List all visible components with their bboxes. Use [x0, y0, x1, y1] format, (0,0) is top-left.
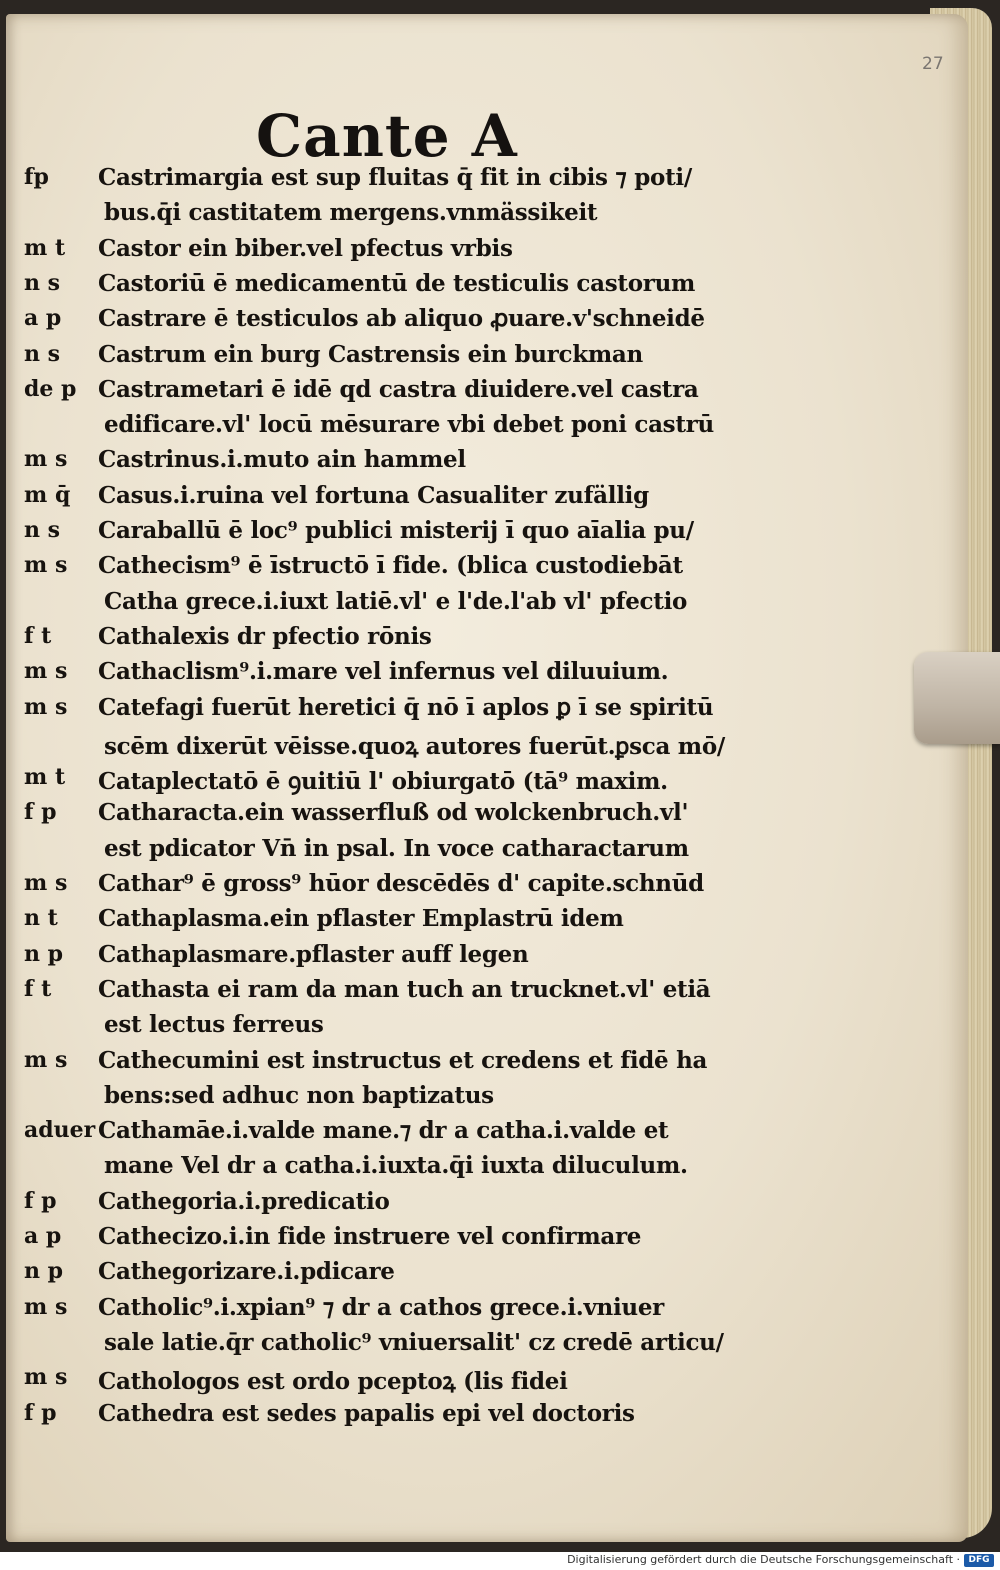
- grammar-abbreviation: m s: [24, 552, 68, 579]
- entry-text: Castoriū ē medicamentū de testiculis castorum: [98, 269, 696, 297]
- grammar-abbreviation: m s: [24, 693, 68, 720]
- entry-line: [6, 588, 936, 622]
- grammar-abbreviation: aduer: [24, 1117, 96, 1144]
- grammar-abbreviation: m s: [24, 1364, 68, 1391]
- entry-line: [6, 1011, 936, 1045]
- entry-line: [6, 905, 936, 939]
- entry-text: Catholic⁹.i.xpian⁹ ⁊ dr a cathos grece.i.vniuer: [98, 1293, 664, 1321]
- grammar-abbreviation: n p: [24, 1258, 64, 1285]
- entry-text: Cathaplasma.ein pflaster Emplastrū idem: [98, 905, 624, 933]
- entry-text: Castrametari ē idē qd castra diuidere.vel castra: [98, 375, 699, 403]
- entry-text: Cataplectatō ē ꝯuitiū l' obiurgatō (tā⁹ maxim.: [98, 768, 668, 796]
- entry-line: [6, 376, 936, 410]
- entry-line: [6, 1223, 936, 1257]
- grammar-abbreviation: f t: [24, 622, 52, 649]
- entry-line: [6, 1152, 936, 1186]
- entry-line: [6, 517, 936, 551]
- entry-line: [6, 799, 936, 833]
- entry-line: [6, 482, 936, 516]
- grammar-abbreviation: m t: [24, 764, 66, 791]
- entry-line: [6, 976, 936, 1010]
- grammar-abbreviation: m s: [24, 446, 68, 473]
- grammar-abbreviation: n s: [24, 340, 61, 367]
- grammar-abbreviation: f t: [24, 975, 52, 1002]
- entry-text: Castrare ē testiculos ab aliquo ꝓuare.v'schneidē: [98, 305, 705, 333]
- entry-continuation: est pdicator Vn̄ in psal. In voce catharactarum: [104, 834, 689, 862]
- entry-line: [6, 1047, 936, 1081]
- entry-text: Castrum ein burg Castrensis ein burckman: [98, 340, 643, 368]
- grammar-abbreviation: m q̄: [24, 481, 71, 508]
- entry-text: Cathecizo.i.in fide instruere vel confirmare: [98, 1223, 642, 1250]
- entry-line: [6, 623, 936, 657]
- grammar-abbreviation: m t: [24, 234, 66, 261]
- grammar-abbreviation: n t: [24, 905, 58, 932]
- entry-line: [6, 764, 936, 798]
- entry-continuation: est lectus ferreus: [104, 1011, 324, 1039]
- entry-line: [6, 270, 936, 304]
- entry-continuation: bens:sed adhuc non baptizatus: [104, 1081, 494, 1109]
- entry-text: Cathedra est sedes papalis epi vel doctoris: [98, 1399, 635, 1427]
- entry-continuation: bus.q̄i castitatem mergens.vnmässikeit: [104, 199, 598, 227]
- entry-text: Cathecumini est instructus et credens et fidē ha: [98, 1046, 708, 1074]
- entry-text: Cathaplasmare.pflaster auff legen: [98, 940, 529, 968]
- page-clasp: [914, 652, 1000, 744]
- entry-text: Castor ein biber.vel pfectus vrbis: [98, 234, 513, 262]
- entry-text: Cathegoria.i.predicatio: [98, 1187, 390, 1215]
- entry-text: Catharacta.ein wasserfluß od wolckenbruch.vl': [98, 799, 689, 827]
- grammar-abbreviation: f p: [24, 1399, 57, 1426]
- entry-text: Castrinus.i.muto ain hammel: [98, 446, 466, 474]
- entry-line: [6, 1364, 936, 1398]
- entry-line: [6, 1329, 936, 1363]
- entry-line: [6, 164, 936, 198]
- entry-continuation: edificare.vl' locū mēsurare vbi debet poni castrū: [104, 411, 714, 439]
- entry-continuation: sale latie.q̄r catholic⁹ vniuersalit' cz credē articu/: [104, 1328, 724, 1356]
- entry-text: Cathologos est ordo pceptoꝝ (lis fidei: [98, 1368, 568, 1396]
- entry-text: Cathaclism⁹.i.mare vel infernus vel diluuium.: [98, 658, 669, 686]
- running-head: Cante A: [256, 102, 518, 170]
- grammar-abbreviation: fp: [24, 164, 49, 190]
- entry-line: [6, 1294, 936, 1328]
- dfg-logo: DFG: [964, 1554, 994, 1567]
- entry-line: [6, 446, 936, 480]
- entry-text: Cathalexis dr pfectio rōnis: [98, 622, 432, 650]
- entry-continuation: scēm dixerūt vēisse.quoꝝ autores fuerūt.ꝑsca mō/: [104, 732, 725, 760]
- entry-text: Cathegorizare.i.pdicare: [98, 1258, 395, 1286]
- grammar-abbreviation: a p: [24, 1223, 62, 1249]
- entry-line: [6, 1117, 936, 1151]
- entry-text: Casus.i.ruina vel fortuna Casualiter zufällig: [98, 481, 649, 509]
- entry-text: Cathamāe.i.valde mane.⁊ dr a catha.i.valde et: [98, 1117, 669, 1145]
- entry-line: [6, 552, 936, 586]
- entry-line: [6, 658, 936, 692]
- entry-line: [6, 1188, 936, 1222]
- entry-line: [6, 941, 936, 975]
- entry-text: Caraballū ē loc⁹ publici misterij ī quo aīalia pu/: [98, 517, 694, 544]
- entry-line: [6, 1400, 936, 1434]
- entry-line: [6, 235, 936, 269]
- entry-continuation: mane Vel dr a catha.i.iuxta.q̄i iuxta diluculum.: [104, 1152, 688, 1180]
- grammar-abbreviation: m s: [24, 658, 68, 685]
- entry-line: [6, 199, 936, 233]
- entry-line: [6, 870, 936, 904]
- grammar-abbreviation: f p: [24, 799, 57, 826]
- grammar-abbreviation: n s: [24, 517, 61, 543]
- entry-text: Cathecism⁹ ē īstructō ī fide. (blica custodiebāt: [98, 552, 683, 580]
- folio-number: 27: [922, 54, 944, 74]
- grammar-abbreviation: a p: [24, 305, 62, 332]
- entry-line: [6, 1082, 936, 1116]
- entry-continuation: Catha grece.i.iuxt latiē.vl' e l'de.l'ab vl' pfectio: [104, 587, 688, 615]
- grammar-abbreviation: n p: [24, 940, 64, 967]
- grammar-abbreviation: m s: [24, 1293, 68, 1320]
- footer-bar: [0, 1552, 1000, 1570]
- footer-credit: Digitalisierung gefördert durch die Deutsche Forschungsgemeinschaft ·: [567, 1553, 960, 1566]
- entry-text: Catefagi fuerūt heretici q̄ nō ī aplos ꝑ ī se spiritū: [98, 693, 714, 721]
- entry-line: [6, 341, 936, 375]
- book-page: [6, 14, 968, 1542]
- grammar-abbreviation: m s: [24, 870, 68, 896]
- grammar-abbreviation: f p: [24, 1187, 57, 1214]
- entry-line: [6, 1258, 936, 1292]
- entry-line: [6, 305, 936, 339]
- entry-line: [6, 411, 936, 445]
- entry-line: [6, 835, 936, 869]
- grammar-abbreviation: m s: [24, 1046, 68, 1073]
- entry-text: Castrimargia est sup fluitas q̄ fit in cibis ⁊ poti/: [98, 164, 692, 191]
- grammar-abbreviation: de p: [24, 375, 77, 402]
- entry-line: [6, 694, 936, 728]
- entry-text: Cathasta ei ram da man tuch an trucknet.vl' etiā: [98, 975, 711, 1003]
- entry-line: [6, 729, 936, 763]
- entry-text: Cathar⁹ ē gross⁹ hūor descēdēs d' capite.schnūd: [98, 870, 704, 897]
- grammar-abbreviation: n s: [24, 269, 61, 296]
